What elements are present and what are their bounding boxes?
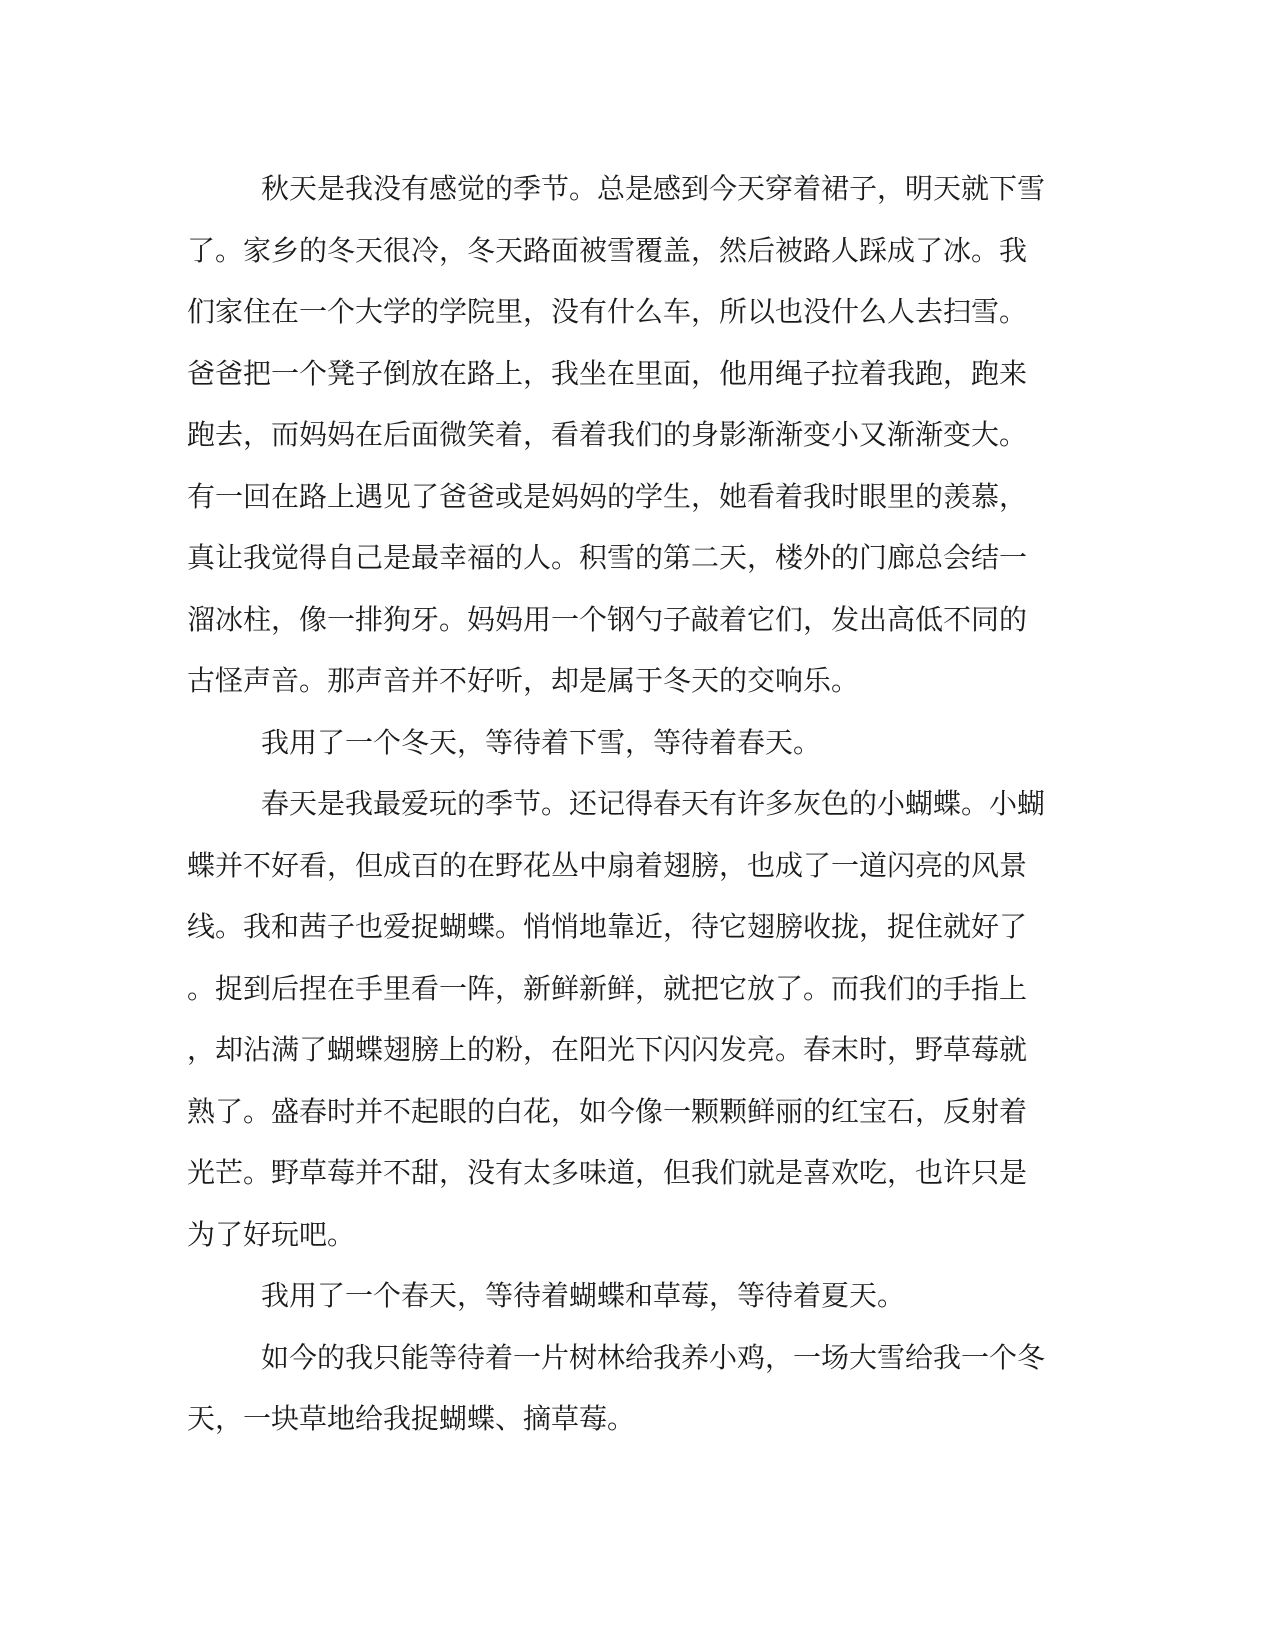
- paragraph-line: 我用了一个冬天，等待着下雪，等待着春天。: [261, 725, 822, 759]
- paragraph-line: 秋天是我没有感觉的季节。总是感到今天穿着裙子，明天就下雪: [261, 172, 1046, 205]
- paragraph-line: 光芒。野草莓并不甜，没有太多味道，但我们就是喜欢吃，也许只是: [187, 1156, 1028, 1189]
- paragraph-line: 线。我和茜子也爱捉蝴蝶。悄悄地靠近，待它翅膀收拢，捉住就好了: [187, 910, 1028, 943]
- paragraph-line: 爸爸把一个凳子倒放在路上，我坐在里面，他用绳子拉着我跑，跑来: [187, 356, 1028, 390]
- paragraph-line: 熟了。盛春时并不起眼的白花，如今像一颗颗鲜丽的红宝石，反射着: [187, 1094, 1028, 1128]
- paragraph-line: 古怪声音。那声音并不好听，却是属于冬天的交响乐。: [187, 664, 860, 697]
- paragraph-line: 我用了一个春天，等待着蝴蝶和草莓，等待着夏天。: [261, 1279, 906, 1312]
- essay-body: [187, 158, 1067, 1450]
- paragraph-line: 春天是我最爱玩的季节。还记得春天有许多灰色的小蝴蝶。小蝴: [261, 787, 1046, 820]
- paragraph-line: ，却沾满了蝴蝶翅膀上的粉，在阳光下闪闪发亮。春末时，野草莓就: [187, 1033, 1028, 1066]
- paragraph-line: 溜冰柱，像一排狗牙。妈妈用一个钢勺子敲着它们，发出高低不同的: [187, 602, 1028, 636]
- paragraph-line: 们家住在一个大学的学院里，没有什么车，所以也没什么人去扫雪。: [187, 295, 1028, 328]
- paragraph-line: 为了好玩吧。: [187, 1217, 356, 1251]
- paragraph-line: 跑去，而妈妈在后面微笑着，看着我们的身影渐渐变小又渐渐变大。: [187, 418, 1028, 451]
- paragraph-line: 天，一块草地给我捉蝴蝶、摘草莓。: [187, 1402, 636, 1435]
- paragraph-line: 了。家乡的冬天很冷，冬天路面被雪覆盖，然后被路人踩成了冰。我: [187, 233, 1028, 267]
- paragraph-line: 蝶并不好看，但成百的在野花丛中扇着翅膀，也成了一道闪亮的风景: [187, 848, 1028, 882]
- paragraph-line: 如今的我只能等待着一片树林给我养小鸡，一场大雪给我一个冬: [261, 1340, 1046, 1374]
- paragraph-line: 。捉到后捏在手里看一阵，新鲜新鲜，就把它放了。而我们的手指上: [187, 971, 1028, 1005]
- paragraph-line: 有一回在路上遇见了爸爸或是妈妈的学生，她看着我时眼里的羡慕，: [187, 479, 1028, 513]
- paragraph-line: 真让我觉得自己是最幸福的人。积雪的第二天，楼外的门廊总会结一: [187, 541, 1028, 574]
